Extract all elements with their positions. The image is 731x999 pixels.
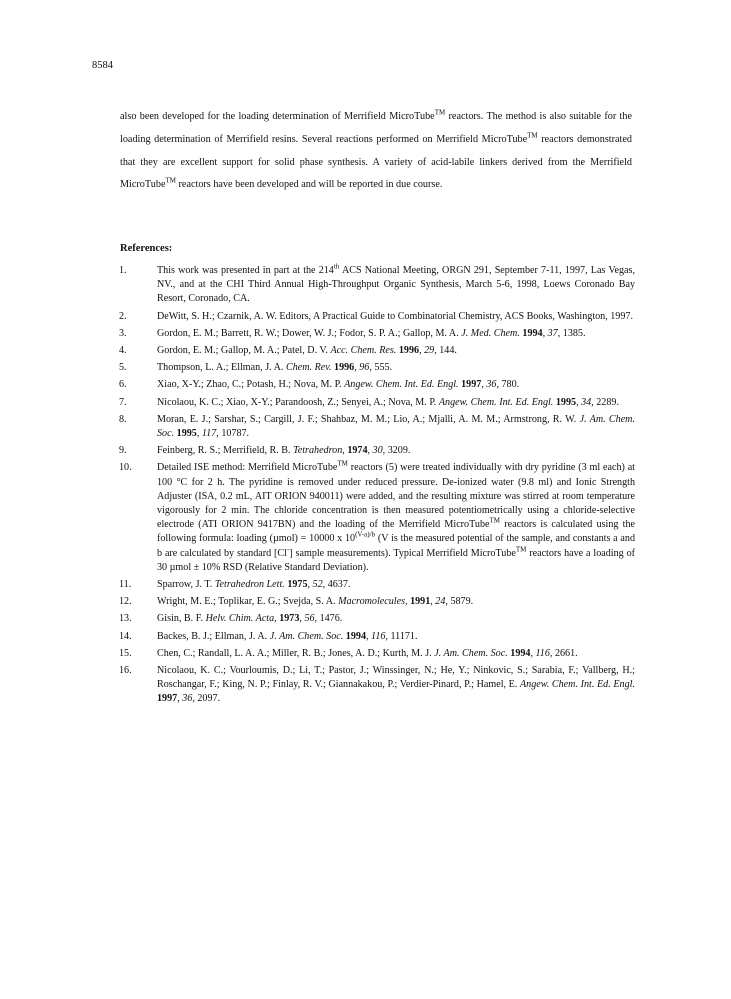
text-run: , <box>299 613 305 625</box>
reference-number: 11. <box>119 579 132 591</box>
reference-item <box>119 310 635 324</box>
body-paragraph <box>120 106 632 197</box>
text-run: 2661. <box>552 647 578 659</box>
reference-text <box>157 379 519 390</box>
references-heading: References: <box>120 243 173 254</box>
reference-text <box>157 311 633 322</box>
journal-name: 56, <box>304 613 318 625</box>
text-run: Sparrow, J. T. <box>157 579 215 591</box>
journal-name: J. Am. Chem. Soc. <box>157 413 635 440</box>
journal-name: Helv. Chim. Acta, <box>205 613 277 625</box>
journal-name: 52, <box>312 579 326 591</box>
reference-item <box>119 664 635 707</box>
reference-text <box>157 631 418 642</box>
reference-item <box>119 396 635 410</box>
text-run: (V is the measured potential of the sample, and constants a and b are calculated by standard [Cl <box>157 533 635 559</box>
text-run: 780. <box>498 379 520 391</box>
journal-name: Chem. Rev. <box>285 362 332 374</box>
text-run: Moran, E. J.; Sarshar, S.; Cargill, J. F.; Shahbaz, M. M.; Lio, A.; Mjalli, A. M. M.; Armstrong, R. W. <box>157 413 580 425</box>
reference-number: 6. <box>119 379 127 391</box>
reference-item <box>119 612 635 626</box>
superscript: TM <box>527 131 538 140</box>
journal-name: J. Am. Chem. Soc. <box>269 630 344 642</box>
journal-name: Acc. Chem. Res. <box>330 345 397 357</box>
publication-year: 1991 <box>410 596 431 608</box>
reference-number: 14. <box>119 630 132 642</box>
journal-name: J. Med. Chem. <box>461 327 520 339</box>
journal-name: 29, <box>424 345 437 357</box>
journal-name: Tetrahedron Lett. <box>214 579 285 591</box>
text-run: , <box>307 579 313 591</box>
superscript: (V-a)/b <box>355 531 376 540</box>
text-run: 5879. <box>447 596 474 608</box>
text-run: , <box>196 428 202 440</box>
reference-text <box>157 397 619 408</box>
reference-item <box>119 444 635 458</box>
reference-text <box>157 665 635 704</box>
reference-number: 10. <box>119 462 132 474</box>
superscript: TM <box>515 545 527 554</box>
superscript: TM <box>165 177 176 185</box>
journal-name: 117, <box>201 428 219 440</box>
reference-text <box>157 262 635 305</box>
reference-text <box>157 648 578 659</box>
text-run: , <box>576 396 582 408</box>
publication-year: 1995 <box>555 396 577 408</box>
text-run: 10787. <box>218 428 250 440</box>
publication-year: 1994 <box>345 630 366 642</box>
reference-item <box>119 413 635 441</box>
reference-text <box>157 445 410 456</box>
reference-item <box>119 361 635 375</box>
text-run: Detailed ISE method: Merrifield MicroTube <box>157 462 338 474</box>
text-run: 1476. <box>317 613 343 625</box>
text-run: 11171. <box>387 630 418 642</box>
text-run: Nicolaou, K. C.; Xiao, X-Y.; Parandoosh, Z.; Senyei, A.; Nova, M. P. <box>157 396 439 408</box>
superscript: TM <box>489 516 500 525</box>
journal-name: 36, <box>486 379 499 391</box>
text-run: 3209. <box>385 445 411 457</box>
text-run: reactors demonstrated that they are excellent support for solid phase synthesis. A variety of acid-labile linkers derived from the Merrifield MicroTube <box>120 133 632 191</box>
reference-number: 7. <box>119 396 127 408</box>
text-run: , <box>530 647 536 659</box>
reference-number: 16. <box>119 665 132 677</box>
text-run: also been developed for the loading determination of Merrifield MicroTube <box>120 111 435 122</box>
journal-name: 116, <box>535 647 553 659</box>
reference-number: 13. <box>119 613 132 625</box>
reference-text <box>157 345 457 356</box>
reference-item <box>119 630 635 644</box>
text-run: Thompson, L. A.; Ellman, J. A. <box>157 362 286 374</box>
reference-number: 5. <box>119 362 127 374</box>
text-run: Gisin, B. F. <box>157 613 206 625</box>
page-number: 8584 <box>92 60 113 71</box>
reference-number: 8. <box>119 413 127 425</box>
superscript: TM <box>337 460 348 469</box>
text-run: , <box>430 596 436 608</box>
journal-name: Angew. Chem. Int. Ed. Engl. <box>520 679 635 691</box>
text-run: This work was presented in part at the 214 <box>157 265 334 276</box>
text-run: , <box>354 362 360 374</box>
journal-name: Macromolecules, <box>338 596 408 608</box>
publication-year: 1994 <box>510 647 531 659</box>
superscript: TM <box>434 108 446 117</box>
reference-item <box>119 461 635 575</box>
reference-number: 15. <box>119 647 132 659</box>
journal-name: 34, <box>581 396 594 408</box>
text-run: 2289. <box>593 396 619 408</box>
journal-name: Angew. Chem. Int. Ed. Engl. <box>344 379 459 391</box>
reference-text <box>157 596 473 607</box>
journal-name: J. Am. Chem. Soc. <box>434 647 508 659</box>
text-run: Chen, C.; Randall, L. A. A.; Miller, R. B.; Jones, A. D.; Kurth, M. J. <box>157 647 435 659</box>
publication-year: 1974 <box>347 445 368 457</box>
text-run: 144. <box>436 345 457 357</box>
reference-text <box>157 579 350 590</box>
journal-name: 30, <box>372 445 386 457</box>
reference-number: 2. <box>119 310 127 322</box>
text-run: , <box>481 379 487 391</box>
reference-number: 3. <box>119 327 127 339</box>
text-run: 1385. <box>560 327 586 339</box>
text-run: reactors have been developed and will be reported in due course. <box>175 179 443 191</box>
text-run: 2097. <box>194 693 221 705</box>
text-run: Wright, M. E.; Toplikar, E. G.; Svejda, S. A. <box>157 596 339 608</box>
reference-number: 12. <box>119 596 132 608</box>
superscript: - <box>286 545 290 554</box>
reference-text <box>157 613 342 624</box>
text-run: reactors have a loading of 30 µmol ± 10% RSD (Relative Standard Deviation). <box>157 547 635 573</box>
reference-text <box>157 362 392 373</box>
publication-year: 1996 <box>334 362 355 374</box>
text-run: , <box>419 345 425 357</box>
text-run: reactors. The method is also suitable for the loading determination of Merrifield resins. Several reactions performed on Merrifield MicroTube <box>120 111 632 145</box>
text-run: , <box>365 630 372 642</box>
text-run: , <box>542 327 548 339</box>
superscript: th <box>333 262 340 271</box>
reference-number: 9. <box>119 445 127 457</box>
journal-name: 116, <box>371 630 388 642</box>
journal-name: 24, <box>435 596 448 608</box>
reference-number: 4. <box>119 345 127 357</box>
text-run: Xiao, X-Y.; Zhao, C.; Potash, H.; Nova, M. P. <box>157 379 345 391</box>
publication-year: 1995 <box>176 428 197 440</box>
reference-list <box>119 264 635 710</box>
reference-item <box>119 578 635 592</box>
reference-item <box>119 378 635 392</box>
journal-name: 36, <box>182 693 195 705</box>
reference-item <box>119 595 635 609</box>
publication-year: 1994 <box>522 327 543 339</box>
text-run: ] sample measurements). Typical Merrifield MicroTube <box>289 547 516 559</box>
text-run: , <box>367 445 373 457</box>
reference-item <box>119 327 635 341</box>
text-run: Gordon, E. M.; Gallop, M. A.; Patel, D. V. <box>157 345 331 357</box>
text-run: , <box>177 693 183 705</box>
text-run: Nicolaou, K. C.; Vourloumis, D.; Li, T.; Pastor, J.; Winssinger, N.; He, Y.; Ninkovic, S.; Sarabia, F.; Vallberg, H.; Roschangar, F.; King, N. P.; Finlay, R. V.; Giannakakou, P.; Verdier-Pinard, P.; Hamel, E. <box>157 665 635 691</box>
text-run: reactors is calculated using the following formula: loading (µmol) = 10000 x 10 <box>157 519 635 545</box>
publication-year: 1996 <box>398 345 420 357</box>
reference-text <box>157 414 635 439</box>
journal-name: 37, <box>547 327 561 339</box>
publication-year: 1975 <box>287 579 308 591</box>
journal-name: 96, <box>359 362 372 374</box>
text-run: 4637. <box>325 579 351 591</box>
reference-text <box>157 462 635 572</box>
reference-item <box>119 264 635 307</box>
text-run: Backes, B. J.; Ellman, J. A. <box>157 630 270 642</box>
reference-item <box>119 647 635 661</box>
journal-name: Angew. Chem. Int. Ed. Engl. <box>438 396 554 408</box>
journal-name: Tetrahedron, <box>293 445 345 457</box>
text-run: ACS National Meeting, ORGN 291, September 7-11, 1997, Las Vegas, NV., and at the CHI Third Annual High-Throughput Organic Synthesis, March 5-6, 1998, Loews Coronado Bay Resort, Coronado, CA. <box>157 265 635 305</box>
reference-text <box>157 328 585 339</box>
reference-number: 1. <box>119 265 127 276</box>
text-run: DeWitt, S. H.; Czarnik, A. W. Editors, A Practical Guide to Combinatorial Chemistry, ACS Books, Washington, 1997. <box>157 310 633 322</box>
text-run: 555. <box>371 362 393 374</box>
text-run: reactors (5) were treated individually with dry pyridine (3 ml each) at 100 °C for 2 h. The pyridine is removed under reduced pressure. De-ionized water (9.8 ml) and Ionic Strength Adjuster (ISA, 0.2 mL, AIT ORION 940011) were added, and the resulting mixture was stirred at room temperature vigorously for 2 min. The chloride concentration is then measured potentiometrically using a chloride-selective electrode (ATI ORION 9417BN) and the loading of the Merrifield MicroTube <box>157 462 635 531</box>
text-run: Feinberg, R. S.; Merrifield, R. B. <box>157 445 294 457</box>
text-run: Gordon, E. M.; Barrett, R. W.; Dower, W. J.; Fodor, S. P. A.; Gallop, M. A. <box>157 327 462 339</box>
publication-year: 1973 <box>279 613 300 625</box>
reference-item <box>119 344 635 358</box>
publication-year: 1997 <box>461 379 482 391</box>
publication-year: 1997 <box>157 693 178 705</box>
